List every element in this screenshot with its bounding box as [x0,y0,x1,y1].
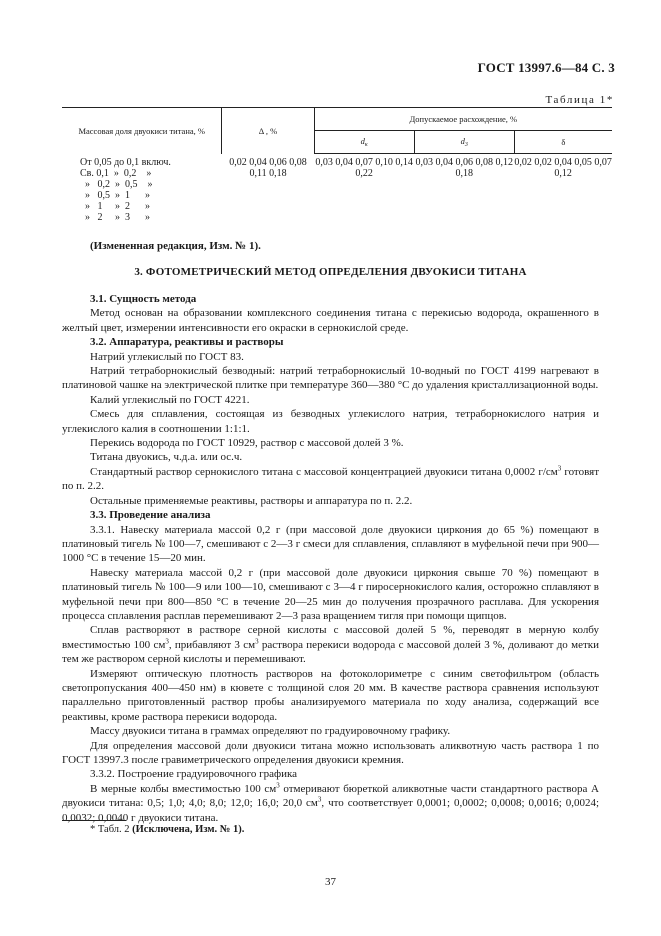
col-header-d: δ [514,131,612,154]
table-cell: 0,02 [514,157,532,168]
table-cell: 0,04 [335,157,353,168]
paragraph: Сплав растворяют в растворе серной кислоты с массовой долей 5 %, переводят в мерную колбу вместимостью 100 $см^3$, прибавляют 3 $см^3$ раствора перекиси водорода с массовой долей 3 %, доливают до метки тем же раствором серной кислоты и перемешивают. [62,624,599,666]
main-text [62,292,599,825]
delta-column [222,154,314,223]
table-cell: 0,05 [574,157,592,168]
page-number: 37 [325,876,336,888]
table-body-row [62,154,612,223]
table-cell: 0,18 [269,167,287,179]
table-caption: Таблица 1* [545,94,614,106]
section-title: 3. ФОТОМЕТРИЧЕСКИЙ МЕТОД ОПРЕДЕЛЕНИЯ ДВУОКИСИ ТИТАНА [134,266,527,278]
paragraph: Навеску материала массой 0,2 г (при массовой доле двуокиси циркония свыше 70 %) помещают в платиновый тигель № 100—9 или 100—10, смешивают с 3—4 г пиросернокислого калия, осторожно сплавляют в муфельной печи при 800—850 °С в течение 20—25 мин до получения прозрачного расплава. Для ускорения процесса сплавления расплав перемешивают 2—3 раза вращением тигля при помощи щипцов. [62,566,599,622]
paragraph: Смесь для сплавления, состоящая из безводных углекислого натрия, тетраборнокислого натрия и углекислого калия в соотношении 1:1:1. [62,408,599,435]
col-header-dj: $d_3$ [414,131,514,154]
paragraph: Для определения массовой доли двуокиси титана можно использовать аликвотную часть раствора 1 по ГОСТ 13997.3 после гравиметрического определения двуокиси кремния. [62,739,599,766]
paragraph: Остальные применяемые реактивы, растворы и аппаратура по п. 2.2. [90,494,413,507]
table-cell: 0,14 [395,157,413,168]
table-cell: » 1 » 2 » [80,200,150,212]
col-header-group: Допускаемое расхождение, % [314,108,612,131]
paragraph: 3.3.1. Навеску материала массой 0,2 г (при массовой доле двуокиси циркония до 65 %) помещают в платиновый тигель № 100—7, смешивают с 2—3 г смеси для сплавления, сплавляют в муфельной печи при 900—1000 °С в течение 15—20 мин. [62,523,599,565]
table-cell: 0,07 [594,157,612,168]
table-cell: 0,11 [249,167,267,179]
table-cell: 0,04 [554,157,572,168]
paragraph: Натрий тетраборнокислый безводный: натрий тетраборнокислый 10-водный по ГОСТ 4199 нагревают в платиновой чашке на электрической плитке при температуре 360—380 °С до удаления кристаллизационной воды. [62,365,599,392]
paragraph: Стандартный раствор сернокислого титана с массовой концентрацией двуокиси титана 0,0002 $г/см^3$ готовят по п. 2.2. [62,464,600,493]
table-cell: От 0,05 до 0,1 включ. [80,156,171,168]
table-cell: 0,12 [495,157,514,168]
paragraph: 3.3.2. Построение градуировочного графика [90,768,298,781]
paragraph: Перекись водорода по ГОСТ 10929, раствор с массовой долей 3 %. [90,437,404,450]
heading-3-3: 3.3. Проведение анализа [90,509,211,522]
table-cell: 0,07 [355,157,373,168]
table-cell: 0,02 [534,157,552,168]
col-header-dk: $d_к$ [314,131,414,154]
paragraph: Калий углекислый по ГОСТ 4221. [90,393,250,406]
tolerance-table [62,107,612,223]
d-column [514,154,612,223]
col-header-delta: Δ , % [222,108,314,154]
heading-3-1: 3.1. Сущность метода [90,293,197,305]
table-cell: » 2 » 3 » [80,211,150,223]
col-header-mass-fraction: Массовая доля двуокиси титана, % [62,108,222,154]
change-note: (Измененная редакция, Изм. № 1). [90,240,261,252]
table-cell: 0,12 [554,168,572,179]
table-cell: 0,04 [435,157,454,168]
standard-reference: ГОСТ 13997.6—84 С. 3 [477,60,615,75]
table-cell: 0,18 [455,168,474,179]
paragraph: Титана двуокись, ч.д.а. или ос.ч. [90,451,243,464]
table-cell: 0,08 [475,157,494,168]
table-cell: Св. 0,1 » 0,2 » [80,167,152,179]
heading-3-2: 3.2. Аппаратура, реактивы и растворы [90,336,284,349]
paragraph: Натрий углекислый по ГОСТ 83. [90,350,244,363]
paragraph: Метод основан на образовании комплексного соединения титана с перекисью водорода, окрашенного в желтый цвет, измерении интенсивности его окраски в сернокислой среде. [62,307,599,334]
table-cell: 0,04 [249,156,267,168]
table-cell: 0,22 [355,168,373,179]
table-cell: 0,10 [375,157,393,168]
table-cell: 0,08 [289,156,307,168]
footnote: * Табл. 2 (Исключена, Изм. № 1). [90,824,245,835]
paragraph: Измеряют оптическую плотность растворов на фотоколориметре с синим светофильтром (область светопропускания 400—450 нм) в кювете с толщиной слоя 20 мм. В качестве раствора сравнения используют параллельно приготовленный раствор пробы анализируемого материала по ходу анализа, содержащий все реактивы, кроме раствора перекиси водорода. [62,667,599,723]
dk-column [314,154,414,223]
paragraph: Массу двуокиси титана в граммах определяют по градуировочному графику. [90,725,451,738]
table-cell: » 0,2 » 0,5 » [80,178,153,190]
paragraph: В мерные колбы вместимостью 100 $см^3$ отмеривают бюреткой аликвотные части стандартного раствора А двуокиси титана: 0,5; 1,0; 4,0; 8,0; 12,0; 16,0; 20,0 $см^3$, что соответствует 0,0001; 0,0002; 0,0008; 0,0016; 0,0024; 0,0032; 0,0040 г двуокиси титана. [62,781,599,824]
table-cell: 0,03 [315,157,333,168]
table-cell: 0,06 [455,157,474,168]
table-cell: 0,02 [229,156,247,168]
mass-fraction-column [62,154,222,223]
dj-column [414,154,514,223]
table-cell: 0,06 [269,156,287,168]
table-cell: 0,03 [415,157,434,168]
footnote-divider [62,820,126,821]
table-cell: » 0,5 » 1 » [80,189,150,201]
